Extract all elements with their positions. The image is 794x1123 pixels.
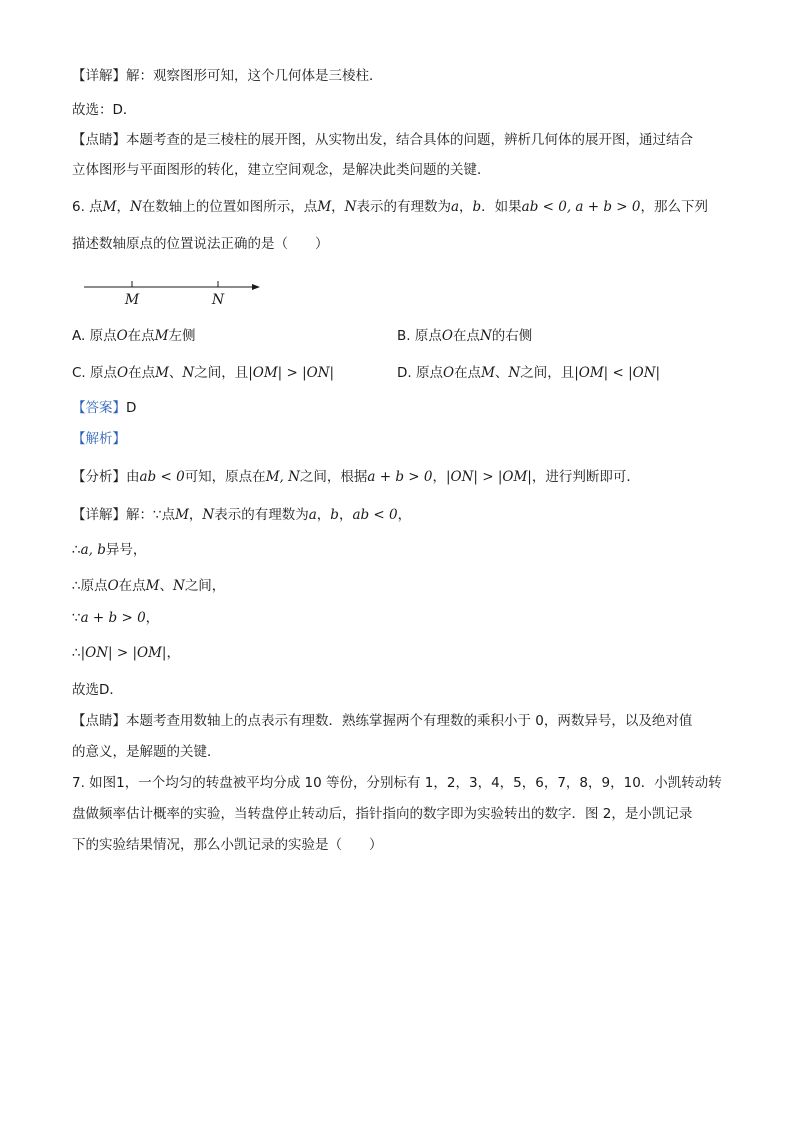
option-a (72, 326, 196, 346)
point-m-label: M (102, 199, 117, 215)
because-symbol: ∵ (72, 610, 81, 626)
condition-sum: a + b > 0 (80, 610, 146, 626)
option-d-text: 、 (494, 365, 509, 381)
option-c-text: C. 原点 (72, 365, 118, 381)
point-n-label: N (508, 365, 521, 381)
detail-line (72, 66, 383, 86)
comment-2-text-2: 的意义，是解题的关键． (72, 744, 221, 760)
answer-value: D (126, 400, 137, 416)
solution-text: 在点 (118, 578, 146, 594)
question-7-line-1 (72, 773, 722, 793)
q6-text: ．如果 (481, 199, 522, 215)
option-a-text: 在点 (127, 328, 155, 344)
option-c-relation: |OM| > |ON| (248, 365, 335, 381)
comment-tag: 【点睛】 (72, 132, 126, 148)
option-a-text: A. 原点 (72, 328, 117, 344)
q7-text-3: 下的实验结果情况，那么小凯记录的实验是（ ） (72, 837, 383, 853)
number-line-arrow (252, 284, 260, 290)
therefore-symbol: ∴ (72, 542, 81, 558)
origin-label: O (117, 365, 129, 381)
analysis-line (72, 467, 640, 487)
analysis-heading (72, 429, 126, 449)
point-n-label: N (182, 365, 195, 381)
point-m-label: M (154, 328, 169, 344)
origin-label: O (441, 328, 453, 344)
point-n-label: N (130, 199, 142, 215)
condition-product: ab < 0 (352, 507, 398, 523)
condition-abs: |ON| > |OM| (80, 645, 167, 661)
comment-2-line-2 (72, 742, 221, 762)
condition-sum: a + b > 0 (367, 469, 433, 485)
point-m-label: M (481, 365, 495, 381)
tick-n-label: N (211, 292, 225, 308)
comment-line-1 (72, 130, 693, 150)
q6-stem-end: 描述数轴原点的位置说法正确的是（ ） (72, 236, 329, 252)
q6-text: 在数轴上的位置如图所示，点 (141, 199, 318, 215)
solution-line-1 (72, 505, 411, 525)
vars-ab: a, b (80, 542, 106, 558)
solution-text: 之间， (184, 578, 226, 594)
comment-2-line-1 (72, 711, 692, 731)
answer-tag: 【答案】 (72, 400, 126, 416)
point-m-label: M (155, 365, 169, 381)
solution-text: 表示的有理数为 (214, 507, 309, 523)
option-d-text: 之间，且 (520, 365, 575, 381)
solution-tag: 【详解】 (72, 507, 126, 523)
analysis-text: ， (432, 469, 446, 485)
option-c-text: 、 (168, 365, 183, 381)
origin-label: O (107, 578, 119, 594)
option-c (72, 363, 334, 383)
comment-line-2 (72, 160, 491, 180)
origin-label: O (116, 328, 128, 344)
solution-line-3 (72, 576, 225, 596)
option-a-text: 左侧 (168, 328, 196, 344)
solution-text: ， (166, 645, 180, 661)
therefore-symbol: ∴ (72, 645, 81, 661)
point-m-label: M (145, 578, 160, 594)
option-c-text: 之间，且 (194, 365, 249, 381)
solution-line-4 (72, 608, 159, 628)
solution-text: ， (338, 507, 353, 523)
solution-text: 异号， (105, 542, 147, 558)
solution-choice (72, 680, 123, 700)
solution-text: ， (397, 507, 412, 523)
solution-text: ， (316, 507, 331, 523)
option-b-text: 的右侧 (491, 328, 533, 344)
option-b-text: B. 原点 (397, 328, 442, 344)
origin-label: O (442, 365, 455, 381)
option-b-text: 在点 (452, 328, 480, 344)
detail-text: 解：观察图形可知，这个几何体是三棱柱． (126, 68, 383, 84)
analysis-sub-tag: 【分析】 (72, 469, 126, 485)
solution-line-2 (72, 540, 146, 560)
var-a: a (308, 507, 317, 523)
points-mn: M, N (265, 469, 300, 485)
point-m-label: M (175, 507, 189, 523)
choice-line (72, 100, 136, 120)
solution-text: 解：∵点 (126, 507, 176, 523)
analysis-tag: 【解析】 (72, 431, 126, 447)
point-n-label: N (202, 507, 215, 523)
q7-text-2: 盘做频率估计概率的实验，当转盘停止转动后，指针指向的数字即为实验转出的数字．图 2，是小凯记录 (72, 806, 693, 822)
q7-text-1: 7. 如图1，一个均匀的转盘被平均分成 10 等份，分别标有 1，2，3，4，5，6，7，8，9，10．小凯转动转 (72, 775, 722, 791)
comment-text-1: 本题考查的是三棱柱的展开图，从实物出发，结合具体的问题，辨析几何体的展开图，通过结合 (126, 132, 693, 148)
point-n-label: N (173, 578, 185, 594)
solution-text: ∴原点 (72, 578, 108, 594)
number-line (80, 276, 270, 312)
comment-2-text: 本题考查用数轴上的点表示有理数．熟练掌握两个有理数的乘积小于 0，两数异号，以及绝对值 (126, 713, 693, 729)
solution-choice-text: 故选D． (72, 682, 123, 698)
question-7-line-2 (72, 804, 692, 824)
point-n-label: N (479, 328, 492, 344)
comment-2-tag: 【点睛】 (72, 713, 126, 729)
point-n-label: N (344, 199, 357, 215)
solution-text: ， (188, 507, 203, 523)
analysis-text: 由 (126, 469, 140, 485)
solution-text: 、 (159, 578, 173, 594)
q6-condition: ab < 0, a + b > 0 (521, 199, 641, 215)
comment-text-2: 立体图形与平面图形的转化，建立空间观念，是解决此类问题的关键． (72, 162, 491, 178)
solution-line-5 (72, 643, 180, 663)
question-6-line-2 (72, 234, 329, 254)
choice-text: 故选：D． (72, 102, 137, 118)
answer-line (72, 398, 136, 418)
detail-tag: 【详解】 (72, 68, 126, 84)
q6-text: 6. 点 (72, 199, 103, 215)
option-d-text: D. 原点 (397, 365, 443, 381)
point-m-label: M (317, 199, 332, 215)
question-7-line-3 (72, 835, 383, 855)
solution-text: ， (145, 610, 160, 626)
analysis-text: 之间，根据 (299, 469, 368, 485)
option-d (397, 363, 660, 383)
tick-m-label: M (124, 292, 140, 308)
option-d-text: 在点 (454, 365, 482, 381)
var-b: b (472, 199, 482, 215)
analysis-text: 可知，原点在 (184, 469, 266, 485)
q6-text: ，那么下列 (640, 199, 708, 215)
var-b: b (330, 507, 339, 523)
q6-text: ， (459, 199, 473, 215)
option-b (397, 326, 532, 346)
condition-abs: |ON| > |OM| (445, 469, 532, 485)
q6-text: ， (331, 199, 345, 215)
question-6-line-1 (72, 197, 708, 217)
option-d-relation: |OM| < |ON| (574, 365, 661, 381)
q6-text: ， (116, 199, 130, 215)
condition-product: ab < 0 (139, 469, 185, 485)
var-a: a (450, 199, 460, 215)
q6-text: 表示的有理数为 (356, 199, 451, 215)
analysis-text: ，进行判断即可． (531, 469, 640, 485)
option-c-text: 在点 (128, 365, 156, 381)
